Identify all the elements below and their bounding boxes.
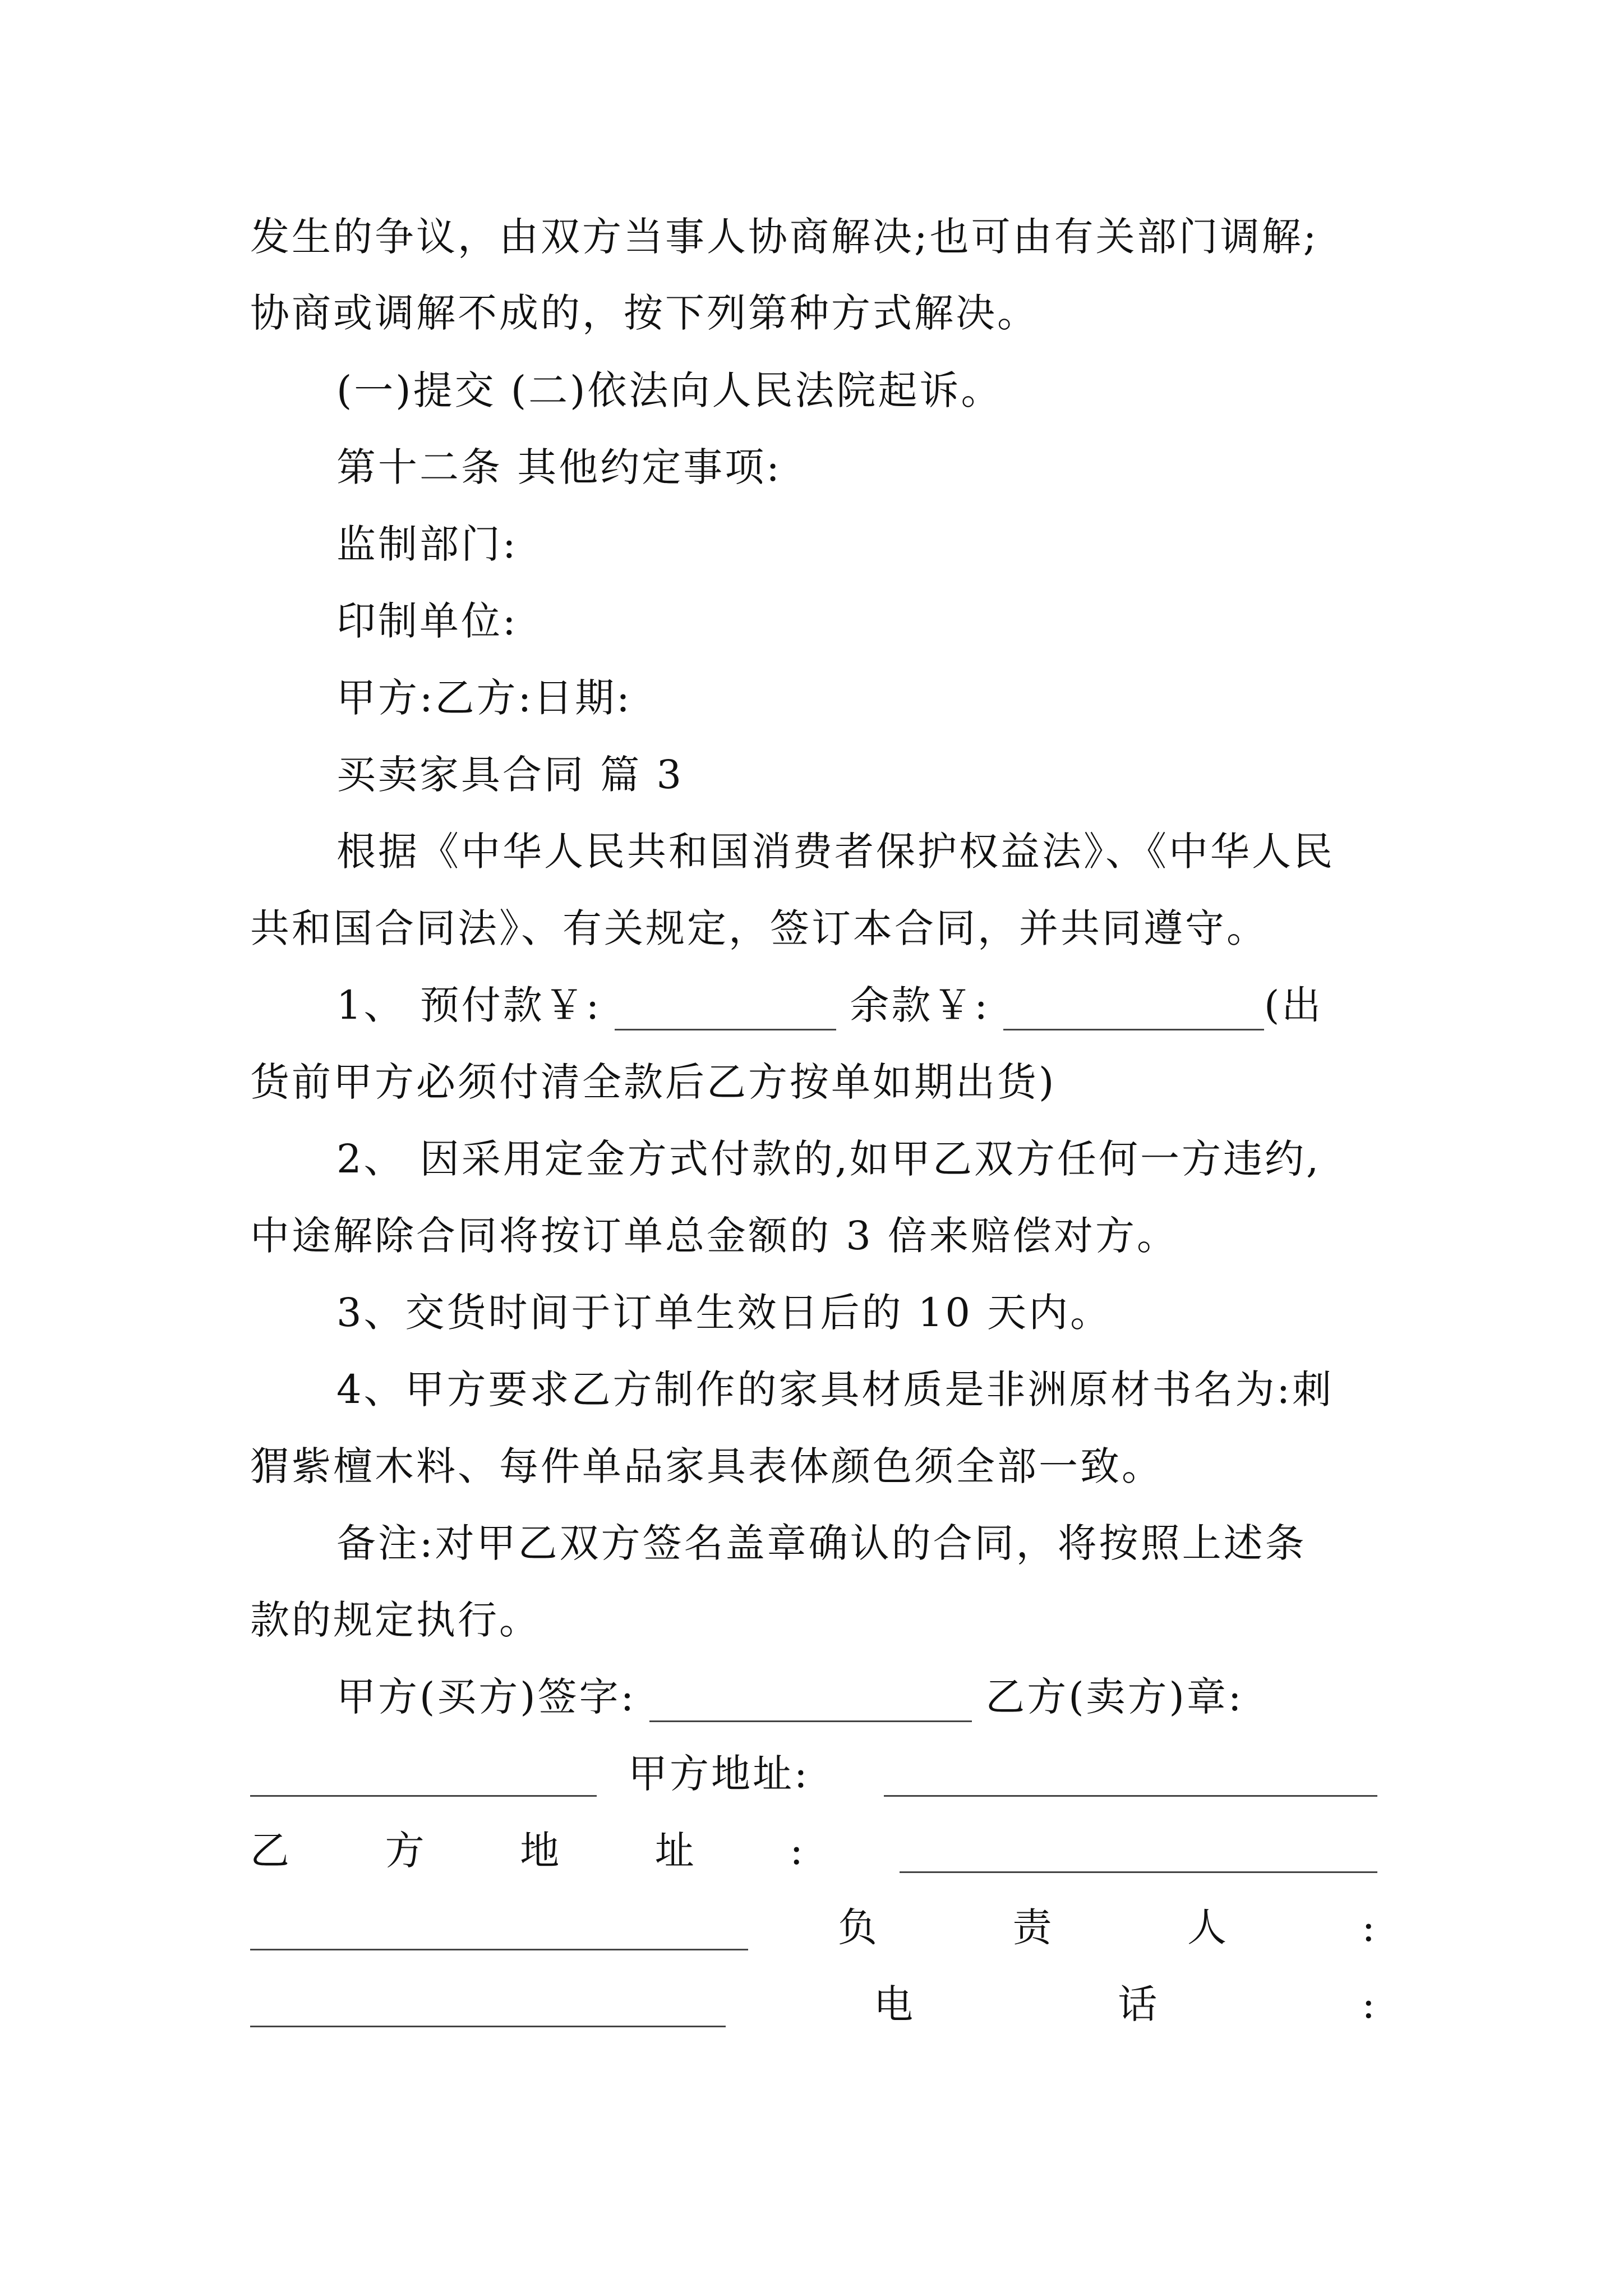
- responsible-blank-rule: [250, 2026, 726, 2027]
- party-b-seal-label: 乙方(卖方)章:: [985, 1674, 1244, 1720]
- signature-line: [336, 1672, 1377, 1722]
- text-line: 根据《中华人民共和国消费者保护权益法》、《中华人民: [336, 829, 1335, 875]
- section-title: 买卖家具合同 篇 3: [336, 752, 684, 798]
- signature-blank-rule: [250, 1795, 597, 1797]
- text-line: 款的规定执行。: [250, 1597, 541, 1643]
- text-line: 4、甲方要求乙方制作的家具材质是非洲原材书名为:刺: [336, 1366, 1334, 1412]
- text-line: 印制单位:: [336, 598, 518, 644]
- text-line: 2、 因采用定金方式付款的,如甲乙双方任何一方违约,: [336, 1136, 1321, 1182]
- text-line: 协商或调解不成的，按下列第种方式解决。: [250, 290, 1039, 336]
- address-blank-rule: [900, 1871, 1377, 1873]
- text-line: 备注:对甲乙双方签名盖章确认的合同，将按照上述条: [336, 1520, 1307, 1566]
- payment-line: [336, 980, 1377, 1030]
- responsible-person-label: 负 责 人 :: [838, 1904, 1377, 1950]
- balance-blank: [1003, 995, 1264, 1030]
- balance-label: 余款￥:: [850, 982, 990, 1028]
- prepayment-blank: [615, 995, 836, 1030]
- address-blank-rule: [250, 1949, 748, 1950]
- payment-suffix: (出: [1264, 982, 1324, 1028]
- party-a-sign-blank: [649, 1687, 972, 1722]
- party-b-address-label: 乙 方 地 址 :: [250, 1828, 805, 1874]
- text-line: 发生的争议，由双方当事人协商解决;也可由有关部门调解;: [250, 214, 1319, 260]
- text-line: 共和国合同法》、有关规定，签订本合同，并共同遵守。: [250, 905, 1268, 951]
- text-line: 监制部门:: [336, 521, 518, 567]
- address-blank-rule: [884, 1795, 1377, 1797]
- prepayment-label: 1、 预付款￥:: [336, 982, 602, 1028]
- text-line: (一)提交 (二)依法向人民法院起诉。: [336, 367, 1003, 413]
- article-heading: 第十二条 其他约定事项:: [336, 444, 782, 490]
- text-line: 货前甲方必须付清全款后乙方按单如期出货): [250, 1059, 1057, 1105]
- party-a-address-label: 甲方地址:: [628, 1751, 810, 1797]
- phone-label: 电 话 :: [874, 1981, 1377, 2027]
- text-line: 中途解除合同将按订单总金额的 3 倍来赔偿对方。: [250, 1213, 1179, 1259]
- text-line: 猬紫檀木料、每件单品家具表体颜色须全部一致。: [250, 1443, 1163, 1489]
- text-line: 甲方:乙方:日期:: [336, 675, 632, 721]
- party-a-sign-label: 甲方(买方)签字:: [336, 1674, 637, 1720]
- text-line: 3、交货时间于订单生效日后的 10 天内。: [336, 1290, 1112, 1336]
